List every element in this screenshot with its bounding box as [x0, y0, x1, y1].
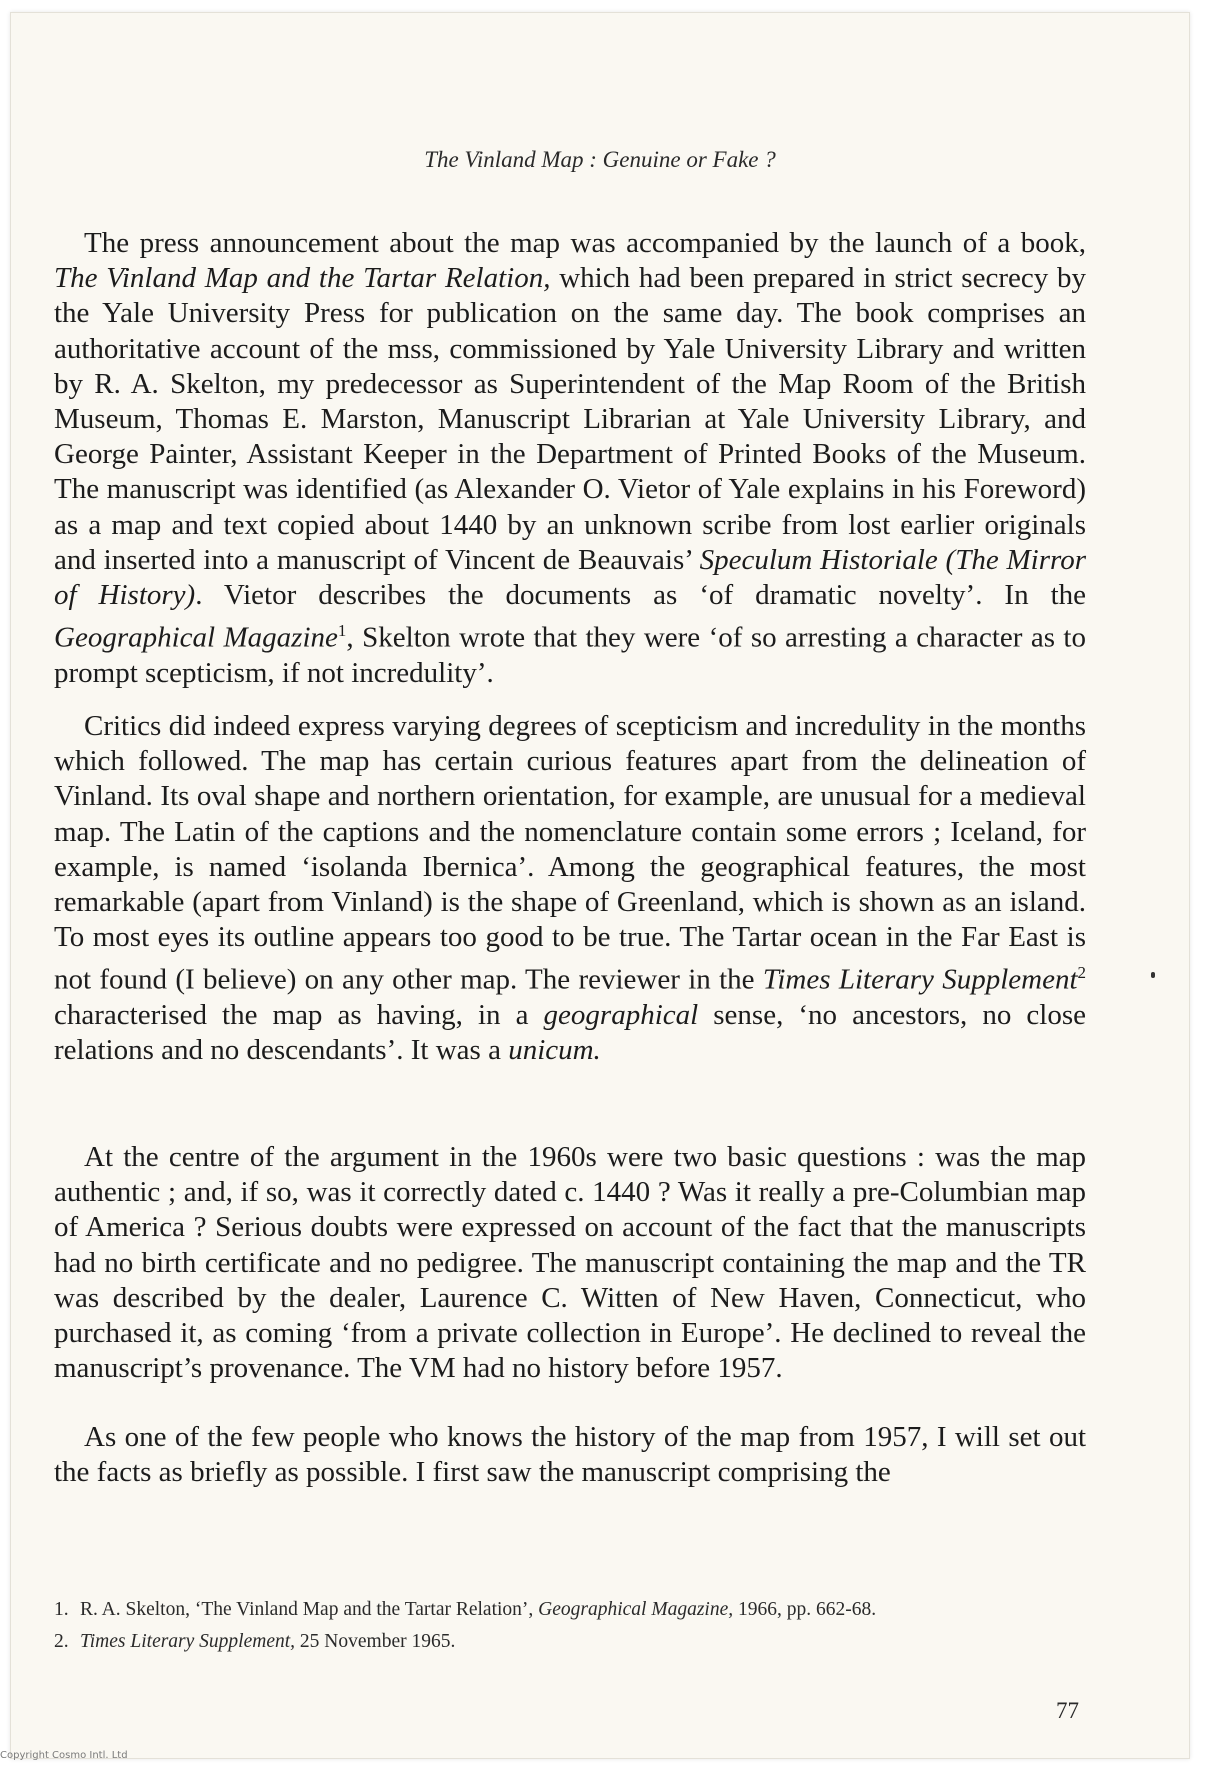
book-title: Speculum Historiale (The Mirror of History) — [54, 543, 1087, 612]
footnote — [54, 1626, 1086, 1658]
paragraph-text: At the centre of the argument in the 1960s were two basic questions : was the map authentic ; and, if so, was it correctly dated c. 1440 ? Was it really a pre-Columbian map of America ? Serious doubts were expressed on account of the fact that the manuscripts had no birth certificate and no pedigree. The manuscript containing the map and the TR was described by the dealer, Laurence C. Witten of New Haven, Connecticut, who purchased it, as coming ‘from a private collection in Europe’. He declined to reveal the manuscript’s provenance. The VM had no history before 1957. — [54, 1141, 1086, 1385]
footnote-number: 1. — [54, 1599, 69, 1620]
text-run: sense, ‘no ancestors, no close relations and no descendants’. It was a — [54, 999, 1086, 1067]
journal-title: Geographical Magazine — [54, 621, 338, 654]
footnotes — [54, 1594, 1086, 1658]
footnote-ref: 2 — [1077, 963, 1087, 983]
paragraph-4 — [54, 1420, 1086, 1490]
journal-title: Times Literary Supplement — [762, 964, 1078, 997]
ink-speck — [1151, 972, 1155, 978]
page-number: 77 — [1056, 1698, 1079, 1723]
text-run: , Skelton wrote that they were ‘of so arresting a character as to prompt scepticism, if not incredulity’. — [54, 621, 1086, 690]
journal-title: Times Literary Supplement, — [80, 1631, 296, 1652]
footnote-number: 2. — [54, 1631, 69, 1652]
copyright-watermark: Copyright Cosmo Intl. Ltd — [0, 1750, 128, 1761]
text-run: . Vietor describes the documents as ‘of dramatic novelty’. In the — [195, 579, 1086, 612]
paragraph-1 — [54, 226, 1086, 691]
text-run: characterised the map as having, in a — [54, 999, 544, 1032]
running-head: The Vinland Map : Genuine or Fake ? — [424, 147, 776, 172]
footnote — [54, 1594, 1086, 1626]
document-page — [10, 12, 1190, 1759]
footnote-text: 1966, pp. 662-68. — [733, 1599, 877, 1620]
paragraph-text: As one of the few people who knows the history of the map from 1957, I will set out the facts as briefly as possible. I first saw the manuscript comprising the — [54, 1421, 1086, 1489]
text-run: Critics did indeed express varying degrees of scepticism and incredulity in the months which followed. The map has certain curious features apart from the delineation of Vinland. Its oval shape and northern orientation, for example, are unusual for a medieval map. The Latin of the captions and the nomenclature contain some errors ; Iceland, for example, is named ‘isolanda Ibernica’. Among the geographical features, the most remarkable (apart from Vinland) is the shape of Greenland, which is shown as an island. To most eyes its outline appears too good to be true. The Tartar ocean in the Far East is not found (I believe) on any other map. The reviewer in the — [54, 710, 1086, 997]
journal-title: Geographical Magazine, — [538, 1599, 734, 1620]
footnote-ref: 1 — [337, 621, 347, 641]
book-title: The Vinland Map and the Tartar Relation, — [54, 262, 551, 295]
text-run: The press announcement about the map was accompanied by the launch of a book, — [84, 227, 1086, 259]
text-run: which had been prepared in strict secrecy by the Yale University Press for publication on the same day. The book comprises an authoritative account of the mss, commissioned by Yale University Library and written by R. A. Skelton, my predecessor as Superintendent of the Map Room of the British Museum, Thomas E. Marston, Manuscript Librarian at Yale University Library, and George Painter, Assistant Keeper in the Department of Printed Books of the Museum. The manuscript was identified (as Alexander O. Vietor of Yale explains in his Foreword) as a map and text copied about 1440 by an unknown scribe from lost earlier originals and inserted into a manuscript of Vincent de Beauvais’ — [54, 262, 1086, 576]
emphasis: unicum. — [508, 1034, 601, 1067]
paragraph-3 — [54, 1140, 1086, 1386]
footnote-text: R. A. Skelton, ‘The Vinland Map and the Tartar Relation’, — [80, 1599, 539, 1620]
footnote-text: 25 November 1965. — [295, 1631, 456, 1652]
paragraph-2 — [54, 709, 1086, 1069]
emphasis: geographical — [543, 999, 699, 1032]
